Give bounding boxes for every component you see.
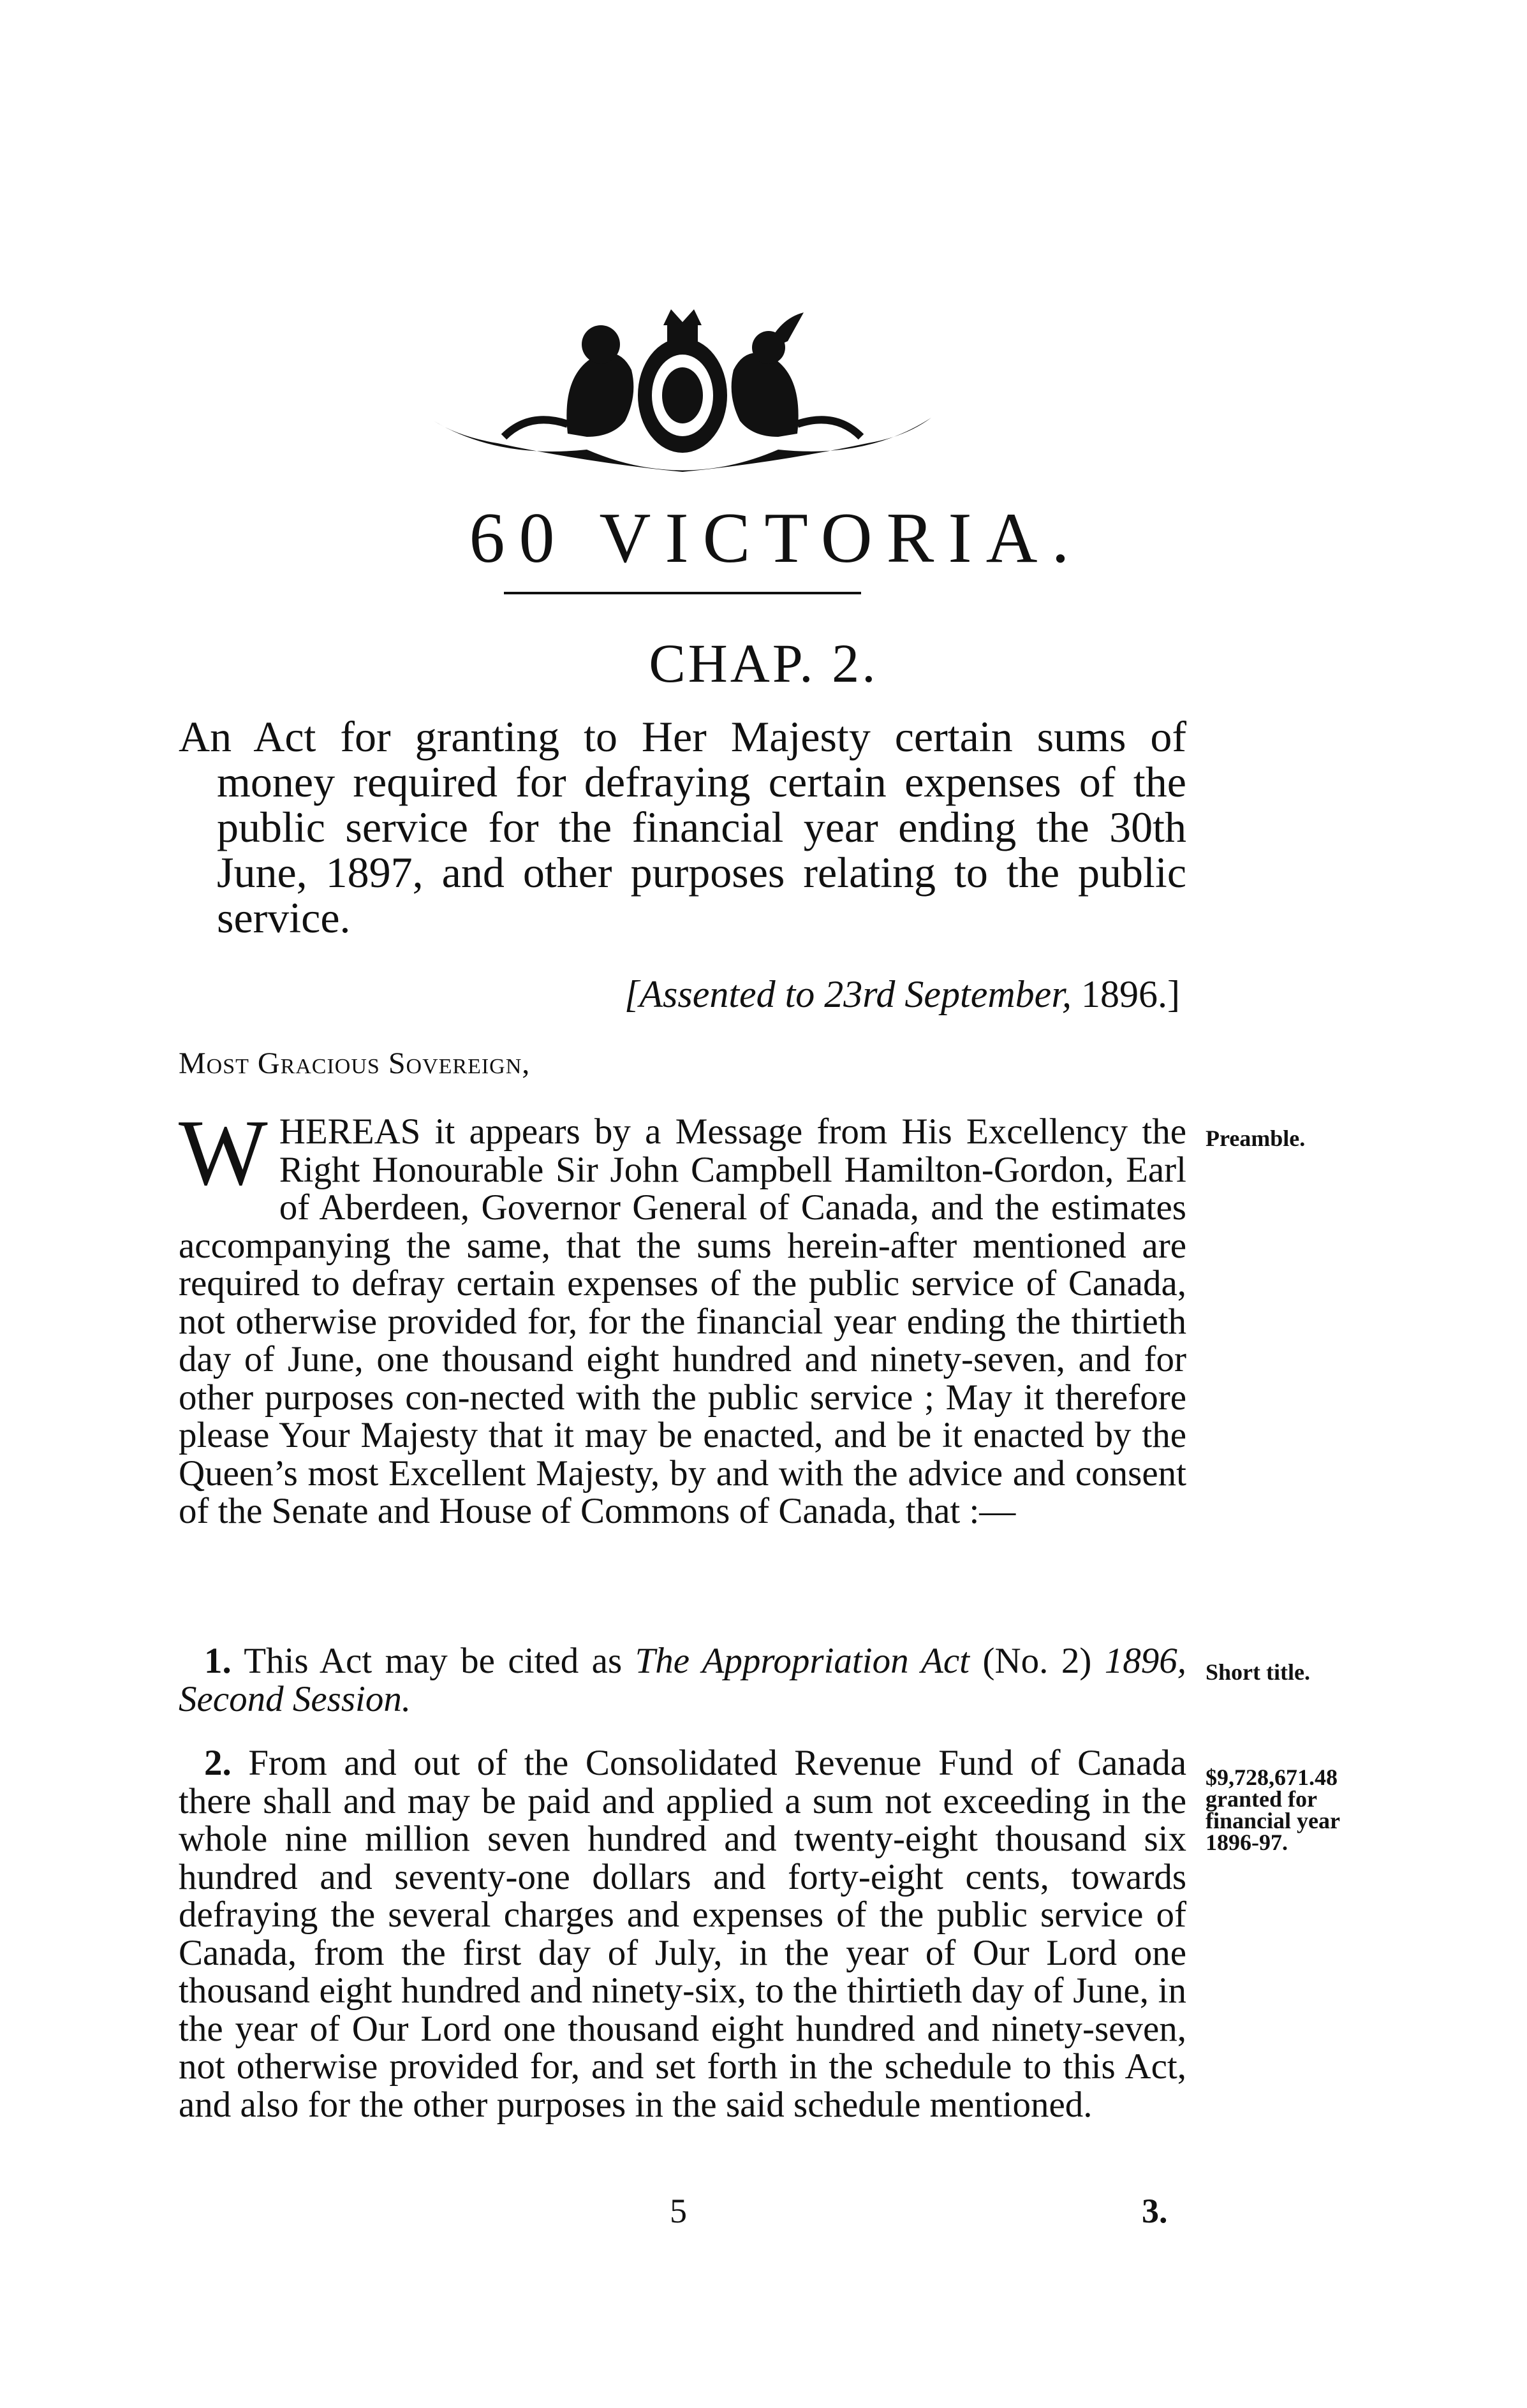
section-paren: (No. 2)	[982, 1641, 1092, 1681]
royal-coat-of-arms-icon	[421, 300, 944, 491]
chapter-heading: CHAP. 2.	[649, 633, 878, 694]
margin-note-preamble: Preamble.	[1206, 1126, 1306, 1151]
section-1	[179, 1642, 1186, 1718]
page-title: 60 VICTORIA.	[469, 499, 1084, 578]
section-text: This Act may be cited as	[244, 1641, 623, 1681]
section-number: 1.	[204, 1641, 232, 1681]
assent-line	[574, 973, 1180, 1017]
margin-note-amount: $9,728,671.48	[1206, 1765, 1338, 1790]
section-2	[179, 1744, 1186, 2124]
margin-note-grant	[1206, 1766, 1397, 1853]
preamble-paragraph	[179, 1101, 1186, 1531]
page-number: 5	[670, 2192, 687, 2230]
section-session: 1896, Second Session.	[179, 1641, 1187, 1719]
assent-year: 1896.]	[1081, 973, 1180, 1015]
catchword: 3.	[1142, 2192, 1168, 2230]
drop-cap: W	[179, 1101, 268, 1205]
margin-note-grant-text: granted for financial year 1896-97.	[1206, 1786, 1340, 1855]
salutation: Most Gracious Sovereign,	[179, 1046, 531, 1080]
section-number: 2.	[204, 1743, 232, 1783]
assent-prefix: [Assented to 23rd September,	[624, 973, 1072, 1015]
preamble-text: HEREAS it appears by a Message from His Excellency the Right Honourable Sir John Campbell Hamilton-Gordon, Earl of Aberdeen, Governor General of Canada, and the estimates accompanying the same, that the sums herein-after mentioned are required to defray certain expenses of the public service of Canada, not otherwise provided for, for the financial year ending the thirtieth day of June, one thousand eight hundred and ninety-seven, and for other purposes con-nected with the public service ; May it therefore please Your Majesty that it may be enacted, and be it enacted by the Queen’s most Excellent Majesty, by and with the advice and consent of the Senate and House of Commons of Canada, that :—	[179, 1112, 1186, 1531]
title-rule	[504, 592, 861, 594]
act-long-title: An Act for granting to Her Majesty certain sums of money required for defraying certain expenses of the public service for the financial year ending the 30th June, 1897, and other purposes relating to the public service.	[179, 712, 1186, 942]
margin-note-short-title: Short title.	[1206, 1659, 1310, 1685]
section-text: From and out of the Consolidated Revenue Fund of Canada there shall and may be paid and applied a sum not exceeding in the whole nine million seven hundred and twenty-eight thousand six hundred and seventy-one dollars and forty-eight cents, towards defraying the several charges and expenses of the public service of Canada, from the first day of July, in the year of Our Lord one thousand eight hundred and ninety-six, to the thirtieth day of June, in the year of Our Lord one thousand eight hundred and ninety-seven, not otherwise provided for, and set forth in the schedule to this Act, and also for the other purposes in the said schedule mentioned.	[179, 1743, 1186, 2125]
act-short-title: The Appropriation Act	[635, 1641, 970, 1681]
